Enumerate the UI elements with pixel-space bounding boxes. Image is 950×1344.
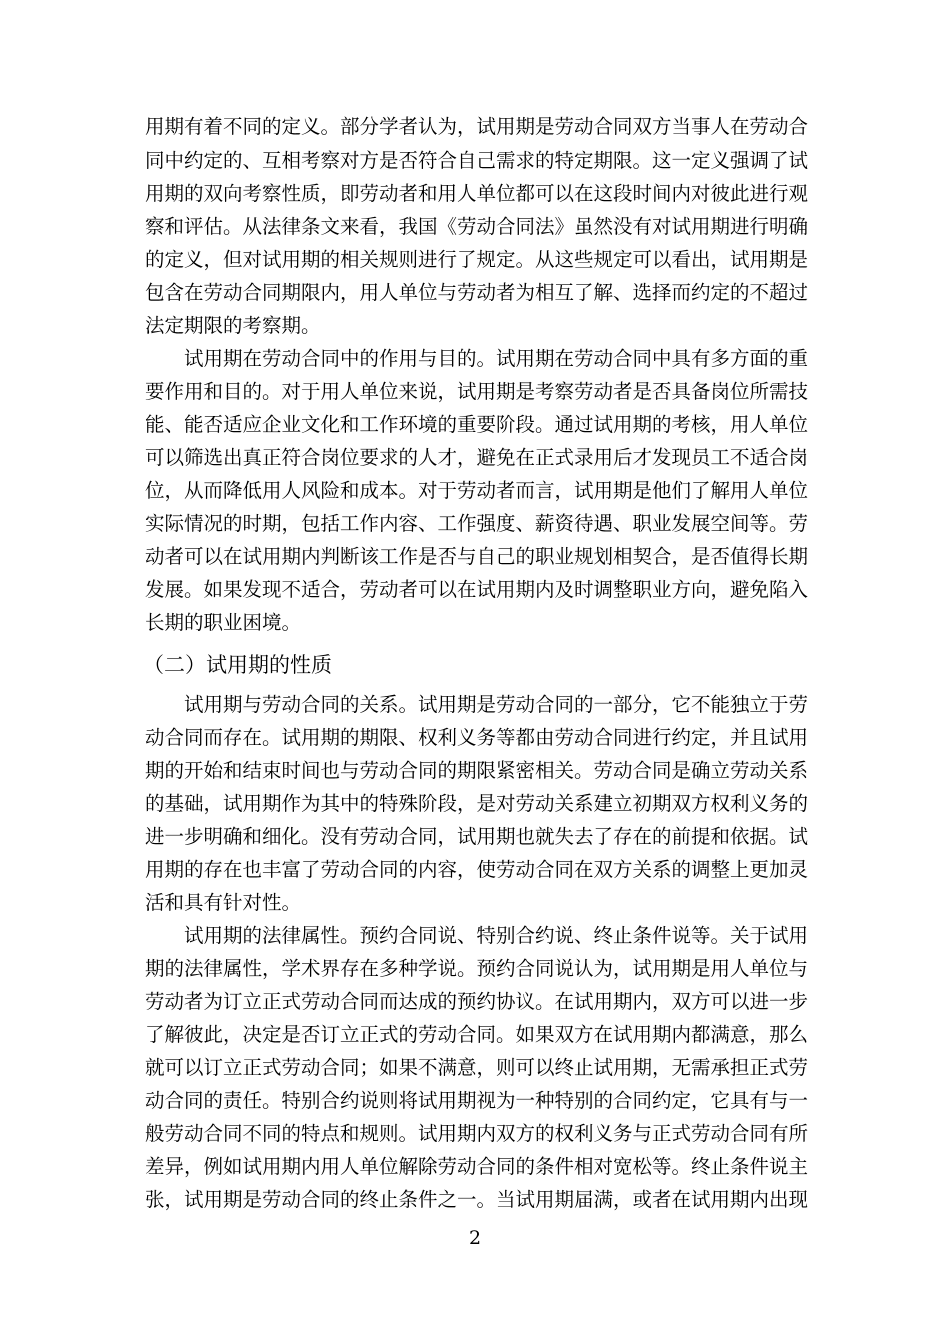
paragraph-3-line: 进一步明确和细化。没有劳动合同，试用期也就失去了存在的前提和依据。试 — [145, 825, 809, 848]
paragraph-4-line: 动合同的责任。特别合约说则将试用期视为一种特别的合同约定，它具有与一 — [145, 1089, 809, 1112]
paragraph-3-line: 用期的存在也丰富了劳动合同的内容，使劳动合同在双方关系的调整上更加灵 — [145, 858, 809, 881]
paragraph-2-line: 实际情况的时期，包括工作内容、工作强度、薪资待遇、职业发展空间等。劳 — [145, 512, 809, 535]
paragraph-2-line: 长期的职业困境。 — [145, 611, 302, 634]
paragraph-1-line: 法定期限的考察期。 — [145, 314, 321, 337]
paragraph-4-line: 试用期的法律属性。预约合同说、特别合约说、终止条件说等。关于试用 — [184, 924, 809, 947]
paragraph-1-line: 同中约定的、互相考察对方是否符合自己需求的特定期限。这一定义强调了试 — [145, 149, 809, 172]
paragraph-3-line: 的基础，试用期作为其中的特殊阶段，是对劳动关系建立初期双方权利义务的 — [145, 792, 809, 815]
paragraph-3-line: 期的开始和结束时间也与劳动合同的期限紧密相关。劳动合同是确立劳动关系 — [145, 759, 809, 782]
paragraph-2-line: 试用期在劳动合同中的作用与目的。试用期在劳动合同中具有多方面的重 — [184, 347, 809, 370]
paragraph-4-line: 劳动者为订立正式劳动合同而达成的预约协议。在试用期内，双方可以进一步 — [145, 990, 809, 1013]
paragraph-4-line: 就可以订立正式劳动合同；如果不满意，则可以终止试用期，无需承担正式劳 — [145, 1056, 809, 1079]
paragraph-2-line: 能、能否适应企业文化和工作环境的重要阶段。通过试用期的考核，用人单位 — [145, 413, 809, 436]
paragraph-4-line: 差异，例如试用期内用人单位解除劳动合同的条件相对宽松等。终止条件说主 — [145, 1155, 809, 1178]
paragraph-1-line: 包含在劳动合同期限内，用人单位与劳动者为相互了解、选择而约定的不超过 — [145, 281, 809, 304]
paragraph-2-line: 动者可以在试用期内判断该工作是否与自己的职业规划相契合，是否值得长期 — [145, 545, 809, 568]
paragraph-1-line: 用期的双向考察性质，即劳动者和用人单位都可以在这段时间内对彼此进行观 — [145, 182, 809, 205]
section-heading: （二）试用期的性质 — [143, 653, 332, 677]
paragraph-3-line: 试用期与劳动合同的关系。试用期是劳动合同的一部分，它不能独立于劳 — [184, 693, 809, 716]
paragraph-4-line: 期的法律属性，学术界存在多种学说。预约合同说认为，试用期是用人单位与 — [145, 957, 809, 980]
page-number: 2 — [468, 1227, 482, 1249]
paragraph-2-line: 发展。如果发现不适合，劳动者可以在试用期内及时调整职业方向，避免陷入 — [145, 578, 809, 601]
paragraph-4-line: 了解彼此，决定是否订立正式的劳动合同。如果双方在试用期内都满意，那么 — [145, 1023, 809, 1046]
paragraph-3-line: 动合同而存在。试用期的期限、权利义务等都由劳动合同进行约定，并且试用 — [145, 726, 809, 749]
paragraph-4-line: 般劳动合同不同的特点和规则。试用期内双方的权利义务与正式劳动合同有所 — [145, 1122, 809, 1145]
paragraph-2-line: 可以筛选出真正符合岗位要求的人才，避免在正式录用后才发现员工不适合岗 — [145, 446, 809, 469]
paragraph-3-line: 活和具有针对性。 — [145, 891, 302, 914]
paragraph-1-line: 的定义，但对试用期的相关规则进行了规定。从这些规定可以看出，试用期是 — [145, 248, 809, 271]
paragraph-1-line: 用期有着不同的定义。部分学者认为，试用期是劳动合同双方当事人在劳动合 — [145, 115, 809, 138]
paragraph-1-line: 察和评估。从法律条文来看，我国《劳动合同法》虽然没有对试用期进行明确 — [145, 215, 809, 238]
paragraph-2-line: 位，从而降低用人风险和成本。对于劳动者而言，试用期是他们了解用人单位 — [145, 479, 809, 502]
paragraph-2-line: 要作用和目的。对于用人单位来说，试用期是考察劳动者是否具备岗位所需技 — [145, 380, 809, 403]
paragraph-4-line: 张，试用期是劳动合同的终止条件之一。当试用期届满，或者在试用期内出现 — [145, 1188, 809, 1211]
